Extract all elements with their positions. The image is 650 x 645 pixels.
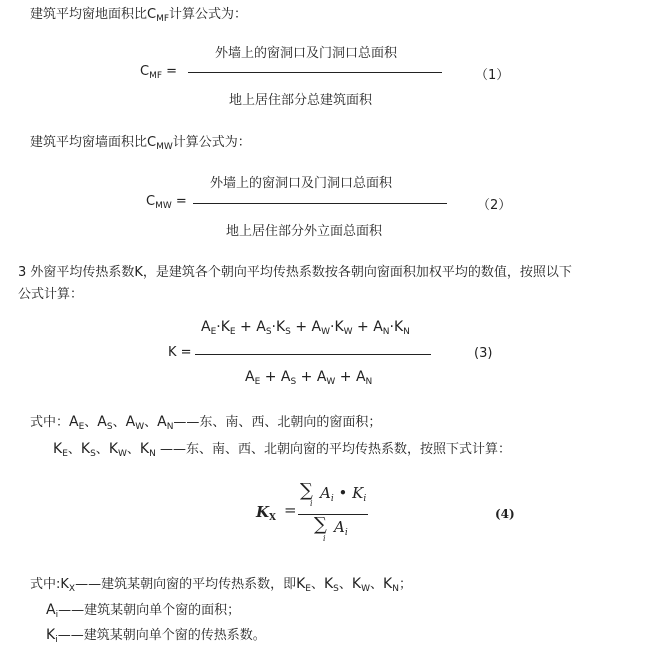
where1-a-w: A xyxy=(125,414,136,430)
intro-mw-sub: MW xyxy=(156,142,173,152)
eq3-num-dot-e: · xyxy=(216,319,221,335)
eq3-fraction-bar xyxy=(195,354,431,355)
where2-k-n: K xyxy=(139,441,150,457)
where3-k-e: K xyxy=(296,576,306,592)
eq4-lhs xyxy=(256,503,276,523)
eq3-num-a-w-sub: W xyxy=(321,327,331,337)
where-ki-desc: ——建筑某朝向单个窗的传热系数。 xyxy=(57,628,266,643)
eq3-num-a-n-sub: N xyxy=(382,327,390,337)
intro-mf-sub: MF xyxy=(156,14,170,24)
where3-k-n: K xyxy=(383,576,393,592)
where-ai-desc: ——建筑某朝向单个窗的面积； xyxy=(58,603,241,618)
where1-a-e: A xyxy=(69,414,79,430)
eq3-num-a-s: A xyxy=(256,319,266,335)
where-ki-sub: i xyxy=(55,635,58,645)
eq3-numerator xyxy=(201,319,410,337)
eq3-num-k-e-sub: E xyxy=(229,327,236,337)
eq3-num-dot-s: · xyxy=(271,319,276,335)
where2-k-s-sub: S xyxy=(90,449,96,459)
where3-k-w: K xyxy=(351,576,362,592)
where-ki-main: K xyxy=(46,627,56,643)
eq4-lhs-sub: X xyxy=(269,513,277,523)
intro-mf-suffix: 计算公式为： xyxy=(169,7,248,22)
eq4-num-a-sub: i xyxy=(330,494,334,504)
eq3-num-dot-w: · xyxy=(330,319,335,335)
eq3-den-a-w: A xyxy=(316,369,327,385)
where1-sep-s: 、 xyxy=(112,415,126,430)
where1-a-s-sub: S xyxy=(106,422,113,432)
where3-sep-w: 、 xyxy=(370,577,384,592)
para3-line2: 公式计算： xyxy=(18,287,84,302)
where3-prefix-sub: X xyxy=(68,584,76,594)
eq4-num-k-sub: i xyxy=(363,494,367,504)
where3-k-s-sub: S xyxy=(333,584,339,594)
where3-k-e-sub: E xyxy=(305,584,311,594)
eq2-equals: = xyxy=(171,194,187,209)
eq2-lhs-main: C xyxy=(146,194,156,209)
eq4-equals: = xyxy=(284,501,297,519)
eq4-num-index: i xyxy=(310,499,313,508)
eq3-lhs: K = xyxy=(168,345,192,360)
eq1-fraction-bar xyxy=(188,72,442,73)
where-ai-line xyxy=(46,599,240,620)
where2-k-n-sub: N xyxy=(149,449,156,459)
eq4-den-a: A xyxy=(334,518,345,536)
where2-desc: ——东、南、西、北朝向窗的平均传热系数，按照下式计算： xyxy=(155,442,511,457)
where-ki-line xyxy=(46,624,266,645)
eq4-num-a: A xyxy=(320,484,331,502)
eq3-num-a-w: A xyxy=(311,319,322,335)
eq3-den-op-s: + xyxy=(296,369,317,385)
eq2-numerator: 外墙上的窗洞口及门洞口总面积 xyxy=(210,176,393,191)
intro-mw-prefix: 建筑平均窗墙面积比C xyxy=(30,135,157,150)
where2-k-e: K xyxy=(53,441,63,457)
where2-sep-w: 、 xyxy=(126,442,140,457)
eq4-number: (4) xyxy=(495,507,515,521)
where-ai-main: A xyxy=(46,602,56,618)
eq1-equals: = xyxy=(162,64,178,79)
eq3-num-k-w-sub: W xyxy=(343,327,353,337)
eq4-num-dot: • xyxy=(338,484,348,502)
eq2-denominator: 地上居住部分外立面总面积 xyxy=(226,224,383,239)
eq2-fraction-bar xyxy=(193,203,447,204)
eq3-den-a-w-sub: W xyxy=(326,377,336,387)
where2-k-e-sub: E xyxy=(62,449,68,459)
intro-mw-suffix: 计算公式为： xyxy=(172,135,251,150)
where1-a-n: A xyxy=(157,414,167,430)
where3-k-n-sub: N xyxy=(392,584,399,594)
eq1-lhs xyxy=(140,64,177,81)
where2-line xyxy=(53,438,511,459)
where-ai-sub: i xyxy=(55,610,59,620)
where2-sep-e: 、 xyxy=(67,442,81,457)
intro-window-wall-ratio xyxy=(30,131,251,152)
eq3-num-a-n: A xyxy=(373,319,383,335)
where3-sep-e: 、 xyxy=(310,577,324,592)
where1-a-e-sub: E xyxy=(78,422,85,432)
where1-a-w-sub: W xyxy=(135,422,145,432)
eq3-number: (3) xyxy=(474,346,493,361)
eq3-num-k-s: K xyxy=(275,319,286,335)
where3-prefix: 式中:K xyxy=(30,577,69,592)
eq1-lhs-main: C xyxy=(140,64,150,79)
eq3-den-op-e: + xyxy=(260,369,281,385)
eq3-num-op-e: + xyxy=(235,319,257,335)
eq3-den-a-n-sub: N xyxy=(365,377,373,387)
eq2-lhs xyxy=(146,194,187,211)
eq3-num-k-s-sub: S xyxy=(285,327,291,337)
where3-sep-s: 、 xyxy=(338,577,352,592)
eq3-den-a-n: A xyxy=(355,369,366,385)
eq4-denominator xyxy=(334,518,348,538)
eq3-num-a-e: A xyxy=(201,319,211,335)
eq3-den-a-s-sub: S xyxy=(290,377,297,387)
eq3-den-a-s: A xyxy=(280,369,291,385)
para3-line1: 3 外窗平均传热系数K，是建筑各个朝向平均传热系数按各朝向窗面积加权平均的数值，按照以下 xyxy=(18,265,572,280)
intro-mf-prefix: 建筑平均窗地面积比C xyxy=(30,7,157,22)
eq3-num-a-e-sub: E xyxy=(210,327,217,337)
where3-k-w-sub: W xyxy=(361,584,370,594)
eq1-denominator: 地上居住部分总建筑面积 xyxy=(229,93,373,108)
eq3-den-op-w: + xyxy=(335,369,356,385)
eq3-num-k-n-sub: N xyxy=(403,327,410,337)
eq3-den-a-e-sub: E xyxy=(254,377,261,387)
eq4-fraction-bar xyxy=(298,514,368,515)
where2-k-w: K xyxy=(108,441,118,457)
eq3-num-k-e: K xyxy=(220,319,230,335)
where3-k-s: K xyxy=(323,576,334,592)
eq4-numerator xyxy=(320,484,366,504)
eq4-lhs-main: K xyxy=(256,503,270,521)
where1-a-s: A xyxy=(97,414,107,430)
eq1-lhs-sub: MF xyxy=(149,71,163,81)
eq3-num-a-s-sub: S xyxy=(265,327,272,337)
eq1-numerator: 外墙上的窗洞口及门洞口总面积 xyxy=(215,46,398,61)
eq3-num-op-s: + xyxy=(290,319,312,335)
eq4-num-k: K xyxy=(352,484,364,502)
where2-k-s: K xyxy=(80,441,91,457)
eq3-num-k-n: K xyxy=(393,319,404,335)
where3-desc: ——建筑某朝向窗的平均传热系数，即 xyxy=(75,577,297,592)
where1-sep-e: 、 xyxy=(84,415,98,430)
eq1-number: （1） xyxy=(475,68,510,83)
eq3-den-a-e: A xyxy=(245,369,255,385)
eq4-den-sigma: ∑ xyxy=(314,514,327,535)
eq2-lhs-sub: MW xyxy=(155,201,172,211)
eq4-den-a-sub: i xyxy=(344,528,348,538)
intro-window-floor-ratio xyxy=(30,3,247,24)
where1-a-n-sub: N xyxy=(166,422,174,432)
where2-k-w-sub: W xyxy=(118,449,127,459)
where1-label: 式中： xyxy=(30,415,70,430)
where2-sep-s: 、 xyxy=(95,442,109,457)
eq3-num-op-w: + xyxy=(352,319,374,335)
eq2-number: （2） xyxy=(477,198,512,213)
where1-sep-w: 、 xyxy=(144,415,158,430)
eq3-num-dot-n: · xyxy=(389,319,394,335)
where1-line xyxy=(30,411,381,432)
where1-desc: ——东、南、西、北朝向的窗面积； xyxy=(173,415,382,430)
eq4-den-index: i xyxy=(323,534,326,543)
where3-line xyxy=(30,573,412,594)
where3-sep-n: ； xyxy=(398,577,412,592)
eq4-num-sigma: ∑ xyxy=(300,480,313,501)
eq3-num-k-w: K xyxy=(334,319,344,335)
eq3-denominator xyxy=(245,369,372,387)
